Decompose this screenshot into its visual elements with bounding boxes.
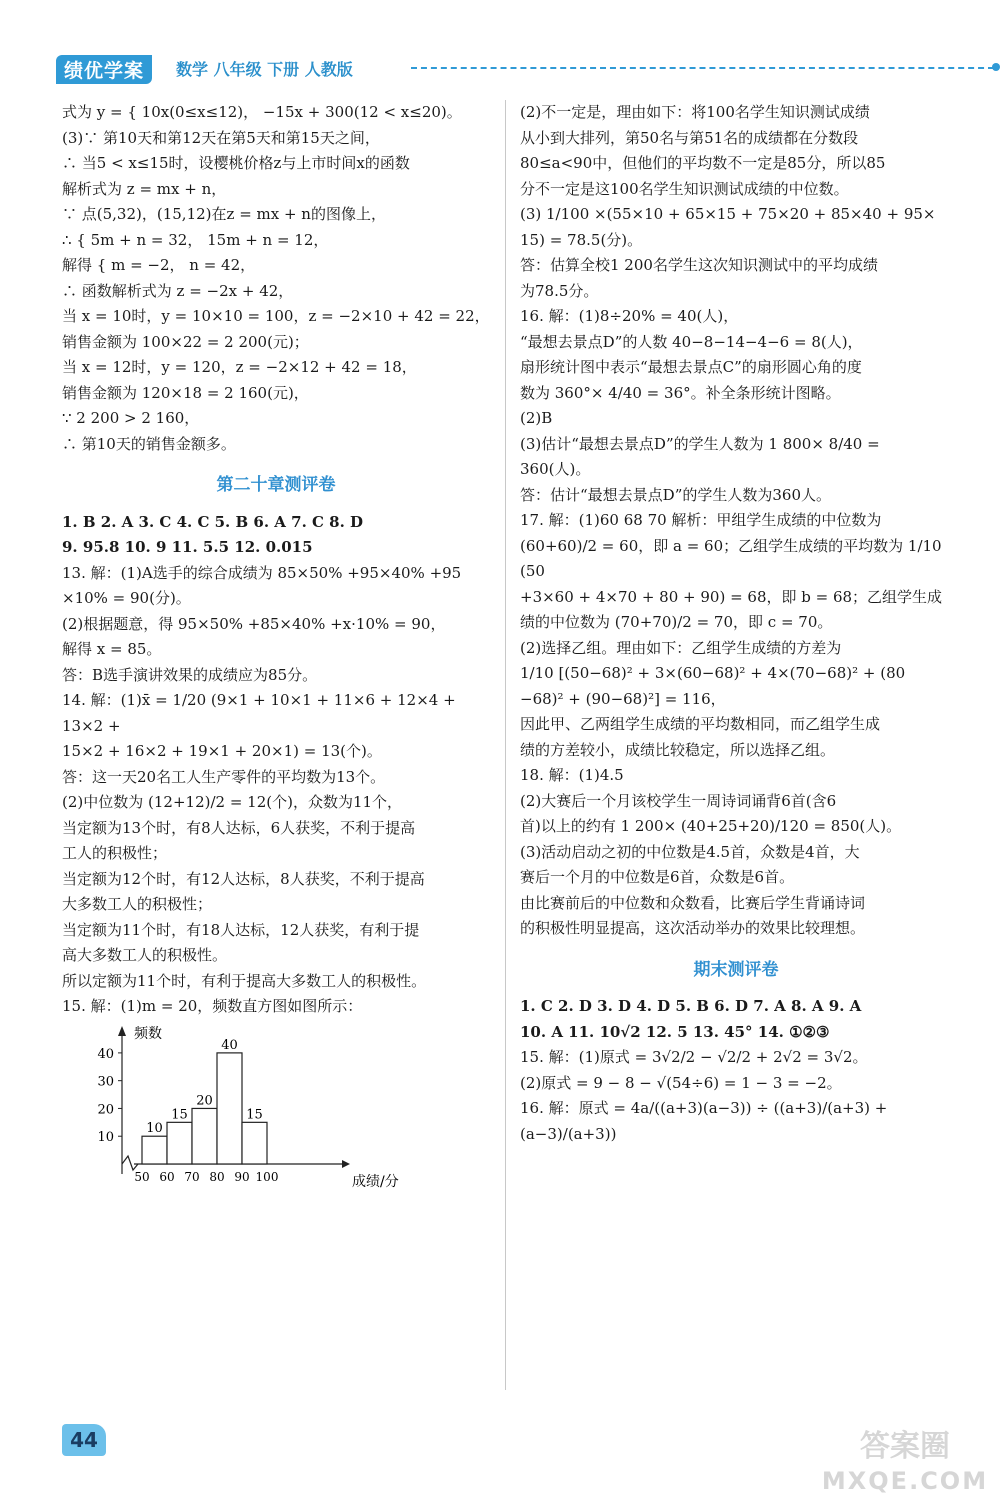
text-line: 16. 解：原式 = 4a/((a+3)(a−3)) ÷ ((a+3)/(a+3) + (a−3)/(a+3))	[520, 1099, 888, 1143]
text-line: ∴ 第10天的销售金额多。	[62, 434, 236, 453]
text-line: 80≤a<90中，但他们的平均数不一定是85分，所以85	[520, 154, 886, 172]
text-line: 高大多数工人的积极性。	[62, 946, 228, 965]
book-subtitle: 数学 八年级 下册 人教版	[176, 60, 353, 79]
text-line: 扇形统计图中表示“最想去景点C”的扇形圆心角的度	[520, 358, 862, 376]
histogram-bar	[142, 1136, 167, 1164]
text-line: (2)选择乙组。理由如下：乙组学生成绩的方差为	[520, 638, 842, 657]
text-line: 式为 y = { 10x(0≤x≤12)， −15x + 300(12 < x≤20)。	[62, 103, 462, 121]
text-line: ∴ 当5 < x≤15时，设樱桃价格z与上市时间x的函数	[62, 154, 410, 172]
header-divider	[411, 67, 994, 69]
text-line: “最想去景点D”的人数 40−8−14−4−6 = 8(人)，	[520, 332, 863, 351]
x-tick-label: 60	[159, 1169, 175, 1184]
text-line: 答：估计“最想去景点D”的学生人数为360人。	[520, 485, 831, 504]
text-line: 答：估算全校1 200名学生这次知识测试中的平均成绩	[520, 256, 878, 274]
histogram-svg	[97, 1024, 402, 1194]
y-tick-label: 30	[97, 1074, 114, 1090]
section-title-final: 期末测评卷	[693, 959, 779, 980]
text-line: 答：这一天20名工人生产零件的平均数为13个。	[62, 767, 386, 786]
text-line: 解得 { m = −2， n = 42，	[62, 256, 256, 274]
text-line: 解析式为 z = mx + n，	[62, 179, 227, 198]
text-line: 赛后一个月的中位数是6首，众数是6首。	[520, 868, 795, 886]
section-title-chapter20: 第二十章测评卷	[216, 475, 336, 495]
answer-row: 9. 95.8 10. 9 11. 5.5 12. 0.015	[62, 538, 313, 557]
text-line: (2)不一定是，理由如下：将100名学生知识测试成绩	[520, 103, 870, 121]
answer-row: 1. B 2. A 3. C 4. C 5. B 6. A 7. C 8. D	[62, 512, 364, 531]
text-line: 为78.5分。	[520, 281, 599, 300]
frequency-histogram	[97, 1024, 402, 1194]
x-tick-label: 100	[255, 1169, 279, 1184]
x-tick-label: 90	[234, 1169, 250, 1184]
watermark	[820, 1430, 990, 1500]
text-line: 当定额为13个时，有8人达标，6人获奖，不利于提高	[62, 818, 416, 837]
x-tick-label: 50	[134, 1169, 150, 1184]
y-axis-arrow-icon	[118, 1026, 126, 1036]
text-line: −68)² + (90−68)²] = 116，	[520, 689, 726, 708]
text-line: 绩的方差较小，成绩比较稳定，所以选择乙组。	[520, 740, 836, 759]
text-line: 所以定额为11个时，有利于提高大多数工人的积极性。	[62, 971, 427, 990]
text-line: 答：B选手演讲效果的成绩应为85分。	[62, 665, 318, 684]
text-line: 绩的中位数为 (70+70)/2 = 70，即 c = 70。	[520, 613, 833, 631]
text-line: (60+60)/2 = 60，即 a = 60；乙组学生成绩的平均数为 1/10 (50	[520, 536, 942, 580]
bar-value-label: 15	[171, 1107, 188, 1123]
y-axis-label: 频数	[134, 1025, 162, 1042]
page-number: 44	[62, 1424, 106, 1456]
text-line: 因此甲、乙两组学生成绩的平均数相同，而乙组学生成	[520, 715, 881, 733]
text-line: 15×2 + 16×2 + 19×1 + 20×1) = 13(个)。	[62, 742, 382, 761]
page-header	[56, 55, 956, 85]
text-line: ∵ 点(5,32)，(15,12)在z = mx + n的图像上，	[62, 205, 386, 223]
brand-logo: 绩优学案	[56, 55, 152, 84]
text-line: 首)以上的约有 1 200× (40+25+20)/120 = 850(人)。	[520, 817, 902, 835]
text-line: 销售金额为 100×22 = 2 200(元)；	[62, 332, 309, 351]
text-line: 17. 解：(1)60 68 70 解析：甲组学生成绩的中位数为	[520, 511, 882, 529]
x-axis-arrow-icon	[342, 1160, 350, 1168]
y-tick-label: 10	[97, 1130, 114, 1146]
bar-value-label: 40	[221, 1037, 238, 1053]
text-line: 当定额为11个时，有18人达标，12人获奖，有利于提	[62, 920, 420, 939]
text-line: (2)B	[520, 409, 553, 427]
text-line: 18. 解：(1)4.5	[520, 766, 624, 784]
text-line: 分不一定是这100名学生知识测试成绩的中位数。	[520, 179, 849, 198]
text-line: (3)∵ 第10天和第12天在第5天和第15天之间，	[62, 128, 380, 147]
text-line: (2)中位数为 (12+12)/2 = 12(个)，众数为11个，	[62, 793, 403, 812]
text-line: (3)活动启动之初的中位数是4.5首，众数是4首，大	[520, 842, 860, 861]
histogram-bar	[242, 1122, 267, 1164]
text-line: 1/10 [(50−68)² + 3×(60−68)² + 4×(70−68)² + (80	[520, 664, 906, 682]
text-line: 15. 解：(1)m = 20，频数直方图如图所示：	[62, 997, 363, 1016]
watermark-url: MXQE.COM	[821, 1467, 989, 1495]
histogram-bar	[167, 1122, 192, 1164]
y-tick-label: 20	[97, 1102, 114, 1118]
text-line: 的积极性明显提高，这次活动举办的效果比较理想。	[520, 919, 866, 937]
histogram-bar	[217, 1053, 242, 1164]
y-tick-label: 40	[97, 1046, 114, 1062]
bar-value-label: 10	[146, 1121, 163, 1137]
column-divider	[505, 100, 506, 1390]
text-line: (3)估计“最想去景点D”的学生人数为 1 800× 8/40 =	[520, 434, 880, 453]
bar-value-label: 20	[196, 1093, 213, 1109]
text-line: 当定额为12个时，有12人达标，8人获奖，不利于提高	[62, 869, 425, 888]
answer-row: 1. C 2. D 3. D 4. D 5. B 6. D 7. A 8. A 9. A	[520, 997, 862, 1016]
text-line: 由比赛前后的中位数和众数看，比赛后学生背诵诗词	[520, 893, 866, 912]
text-line: (2)原式 = 9 − 8 − √(54÷6) = 1 − 3 = −2。	[520, 1073, 842, 1092]
text-line: ∴ { 5m + n = 32， 15m + n = 12，	[62, 230, 329, 249]
text-line: (2)大赛后一个月该校学生一周诗词诵背6首(含6	[520, 791, 837, 810]
x-tick-label: 80	[209, 1169, 225, 1184]
text-line: 大多数工人的积极性；	[62, 895, 213, 914]
right-column	[520, 100, 952, 1147]
answer-row: 10. A 11. 10√2 12. 5 13. 45° 14. ①②③	[520, 1022, 830, 1041]
axis-break-icon	[122, 1156, 138, 1170]
header-dot-icon	[992, 63, 1000, 71]
text-line: 360(人)。	[520, 460, 591, 478]
left-column	[62, 100, 490, 1194]
text-line: 当 x = 12时，y = 120，z = −2×12 + 42 = 18，	[62, 358, 417, 376]
text-line: (3) 1/100 ×(55×10 + 65×15 + 75×20 + 85×40 + 95×	[520, 205, 936, 223]
histogram-bar	[192, 1108, 217, 1164]
text-line: 13. 解：(1)A选手的综合成绩为 85×50% +95×40% +95	[62, 563, 462, 582]
text-line: 当 x = 10时，y = 10×10 = 100，z = −2×10 + 42 = 22，	[62, 307, 490, 325]
x-axis-label: 成绩/分	[352, 1173, 399, 1190]
text-line: +3×60 + 4×70 + 80 + 90) = 68，即 b = 68；乙组学生成	[520, 587, 943, 606]
x-tick-label: 70	[184, 1169, 200, 1184]
text-line: ∴ 函数解析式为 z = −2x + 42，	[62, 281, 294, 300]
text-line: (2)根据题意，得 95×50% +85×40% +x·10% = 90，	[62, 614, 446, 633]
text-line: 16. 解：(1)8÷20% = 40(人)，	[520, 307, 739, 325]
text-line: 15) = 78.5(分)。	[520, 230, 643, 249]
text-line: ×10% = 90(分)。	[62, 589, 191, 608]
watermark-title: 答案圈	[860, 1429, 950, 1464]
text-line: 数为 360°× 4/40 = 36°。补全条形统计图略。	[520, 383, 841, 402]
text-line: 14. 解：(1)x̄ = 1/20 (9×1 + 10×1 + 11×6 + 12×4 + 13×2 +	[62, 691, 456, 735]
text-line: ∵ 2 200 > 2 160，	[62, 409, 200, 427]
text-line: 15. 解：(1)原式 = 3√2/2 − √2/2 + 2√2 = 3√2。	[520, 1048, 868, 1067]
text-line: 解得 x = 85。	[62, 640, 162, 659]
text-line: 工人的积极性；	[62, 844, 168, 863]
bar-value-label: 15	[246, 1107, 263, 1123]
text-line: 从小到大排列，第50名与第51名的成绩都在分数段	[520, 128, 859, 147]
text-line: 销售金额为 120×18 = 2 160(元)，	[62, 383, 309, 402]
